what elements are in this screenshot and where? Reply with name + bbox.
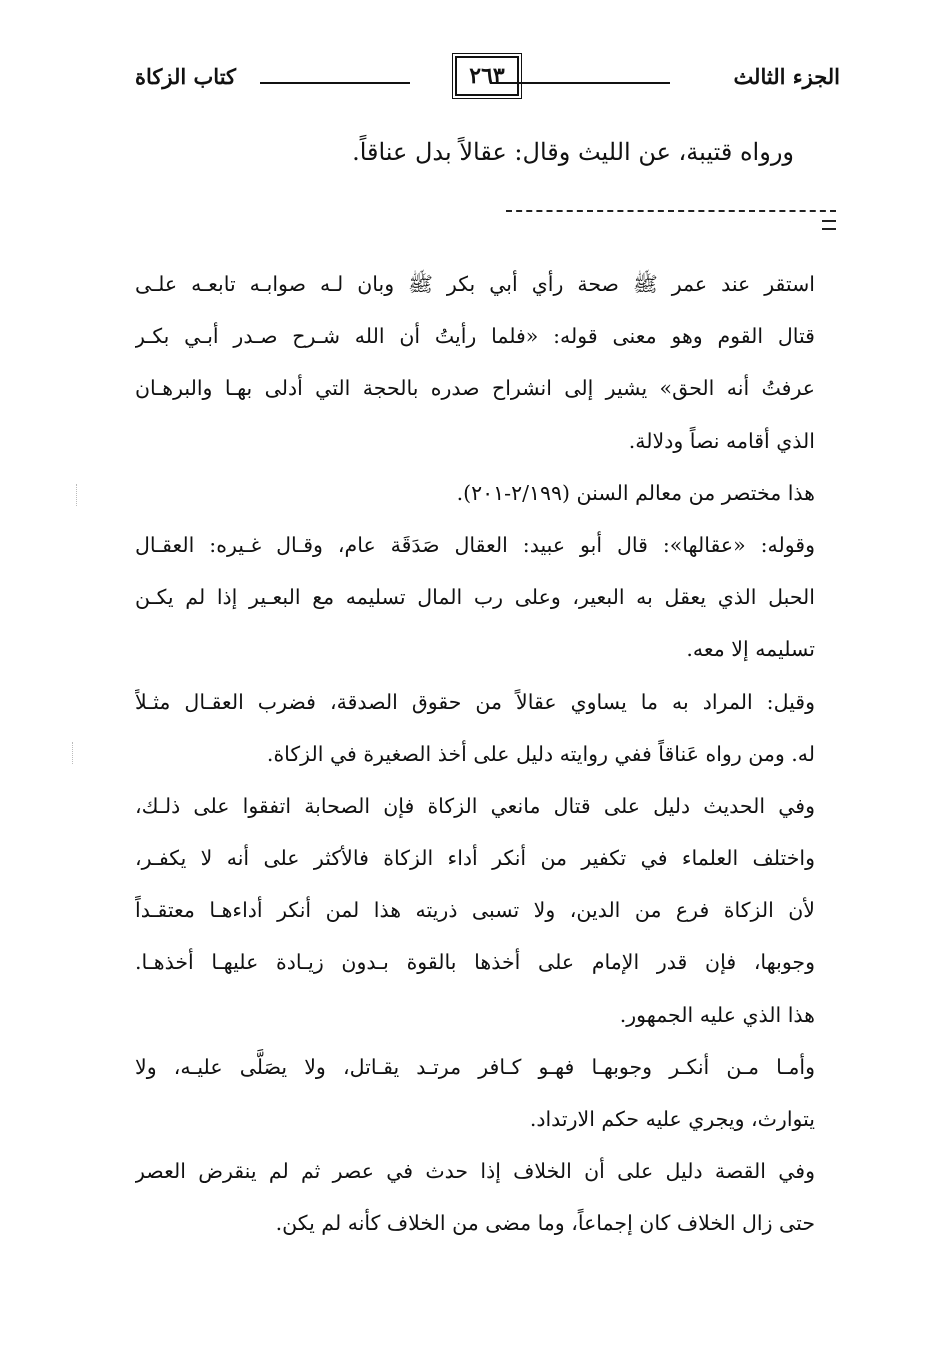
commentary-line: وقيل: المراد به ما يساوي عقالاً من حقوق الصدقة، فضرب العقـال مثـلاً (135, 689, 815, 714)
commentary-line: هذا مختصر من معالم السنن (٢/١٩٩-٢٠١). (456, 480, 815, 505)
commentary-line: وجوبها، فإن قدر الإمام على أخذها بالقوة بـدون زيـادة عليهـا أخذهـا. (135, 950, 815, 975)
header-rule (260, 82, 410, 84)
commentary-line: له. ومن رواه عَناقاً ففي روايته دليل على أخذ الصغيرة في الزكاة. (266, 741, 815, 766)
chapter-title: كتاب الزكاة (135, 64, 237, 89)
commentary-line: استقر عند عمر ﷺ صحة رأي أبي بكر ﷺ وبان لـه صوابـه تابعـه علـى (135, 272, 815, 296)
commentary-line: حتى زال الخلاف كان إجماعاً، وما مضى من الخلاف كأنه لم يكن. (275, 1211, 815, 1236)
footnote-separator (506, 210, 836, 240)
commentary-line: واختلف العلماء في تكفير من أنكر أداء الزكاة فالأكثر على أنه لا يكفـر، (135, 846, 815, 871)
commentary-line: تسليمه إلا معه. (686, 637, 815, 662)
running-header (135, 56, 840, 106)
dashed-rule (506, 210, 836, 212)
volume-label: الجزء الثالث (733, 64, 840, 89)
commentary-line: وأمـا مـن أنكـر وجوبهـا فهـو كـافر مرتـد يقـاتل، ولا يصَلَّى عليـه، ولا (135, 1054, 815, 1079)
scan-speck (72, 742, 83, 764)
commentary-line: هذا الذي عليه الجمهور. (619, 1002, 815, 1027)
hadith-text: ورواه قتيبة، عن الليث وقال: عقالاً بدل عناقاً. (352, 138, 794, 166)
commentary-line: الذي أقامه نصاً ودلالة. (628, 428, 815, 453)
scan-speck (76, 484, 87, 506)
commentary-line: الحبل الذي يعقل به البعير، وعلى رب المال تسليمه مع البعـير إذا لم يكـن (135, 585, 815, 610)
commentary-line: يتوارث، ويجري عليه حكم الارتداد. (529, 1107, 815, 1131)
commentary-line: قتال القوم وهو معنى قوله: «فلما رأيتُ أن الله شـرح صـدر أبـي بكـر (135, 324, 815, 349)
page-number: ٢٦٣ (455, 56, 519, 96)
double-bar-mark (822, 220, 836, 230)
commentary-line: وفي القصة دليل على أن الخلاف إذا حدث في عصر ثم لم ينقرض العصر (135, 1159, 815, 1184)
commentary-body (135, 258, 815, 1250)
commentary-line: عرفتُ أنه الحق» يشير إلى انشراح صدره بالحجة التي أدلى بهـا والبرهـان (135, 376, 815, 401)
commentary-line: وفي الحديث دليل على قتال مانعي الزكاة فإن الصحابة اتفقوا على ذلـك، (135, 793, 815, 818)
commentary-line: لأن الزكاة فرع من الدين، ولا تسبى ذريته هذا لمن أنكر أداءهـا معتقـداً (135, 898, 815, 923)
commentary-line: وقوله: «عقالها»: قال أبو عبيد: العقال صَدَقَة عام، وقـال غـيره: العقـال (135, 532, 815, 557)
